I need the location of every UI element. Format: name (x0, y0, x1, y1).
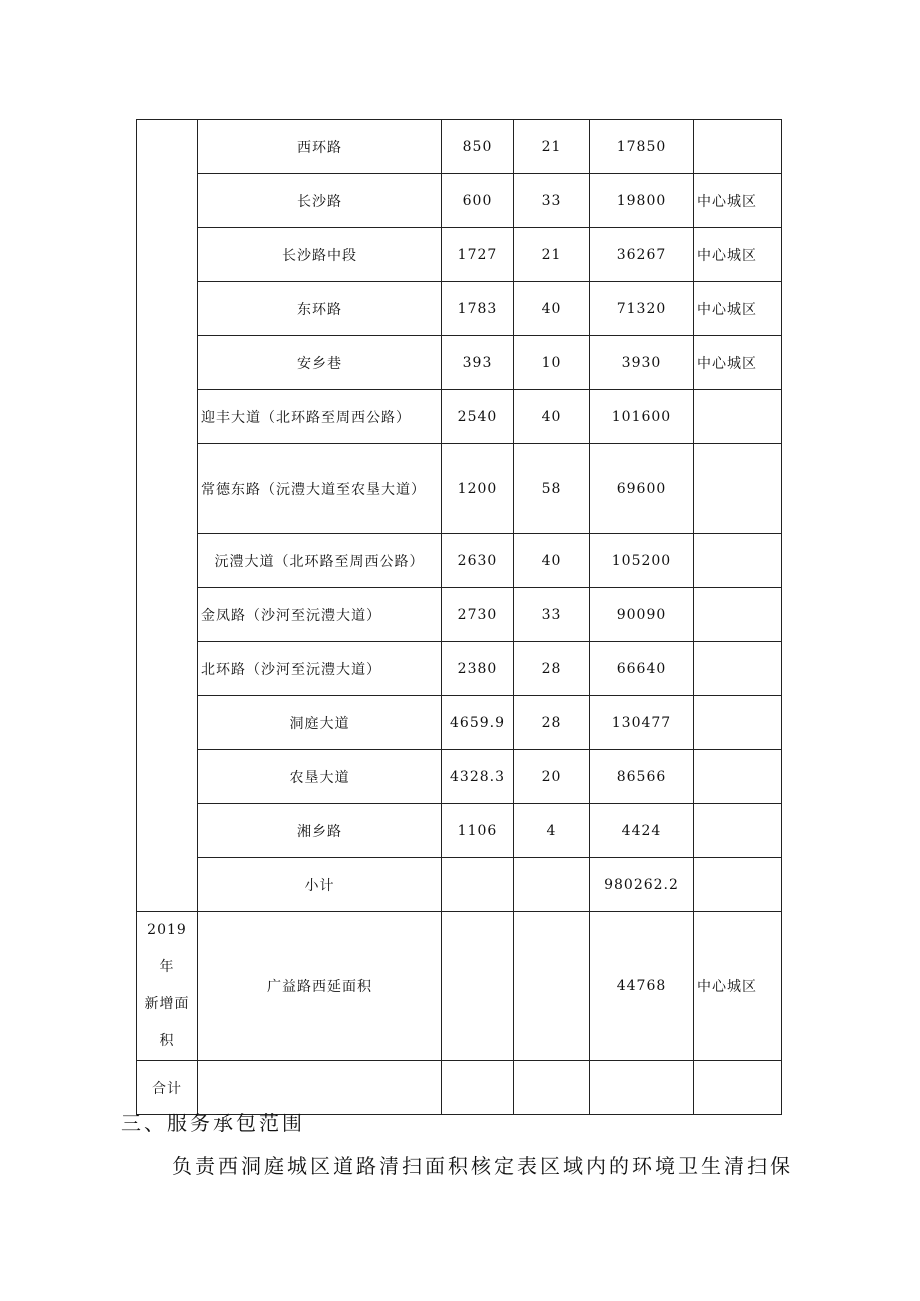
road-name: 广益路西延面积 (198, 912, 442, 1061)
road-width: 21 (514, 120, 590, 174)
road-width: 28 (514, 642, 590, 696)
road-length: 2380 (442, 642, 514, 696)
subtotal-length (442, 858, 514, 912)
road-length: 4328.3 (442, 750, 514, 804)
road-remark (694, 120, 782, 174)
road-remark (694, 750, 782, 804)
road-remark: 中心城区 (694, 912, 782, 1061)
table-row (137, 642, 782, 696)
table-row (137, 696, 782, 750)
road-width: 21 (514, 228, 590, 282)
table-row (137, 390, 782, 444)
road-name: 北环路（沙河至沅澧大道） (198, 642, 442, 696)
road-area: 36267 (590, 228, 694, 282)
road-name: 常德东路（沅澧大道至农垦大道） (198, 444, 442, 534)
road-area: 69600 (590, 444, 694, 534)
road-area: 3930 (590, 336, 694, 390)
road-remark (694, 444, 782, 534)
subtotal-width (514, 858, 590, 912)
road-width: 20 (514, 750, 590, 804)
total-label: 合计 (137, 1061, 198, 1115)
road-area: 71320 (590, 282, 694, 336)
road-length: 4659.9 (442, 696, 514, 750)
road-remark: 中心城区 (694, 282, 782, 336)
road-width: 40 (514, 282, 590, 336)
road-area-table (136, 119, 782, 1115)
road-name: 湘乡路 (198, 804, 442, 858)
subtotal-row (137, 858, 782, 912)
subtotal-area: 980262.2 (590, 858, 694, 912)
road-name: 金凤路（沙河至沅澧大道） (198, 588, 442, 642)
road-name: 沅澧大道（北环路至周西公路） (198, 534, 442, 588)
group-label-line: 积 (159, 1033, 175, 1049)
road-name: 长沙路中段 (198, 228, 442, 282)
new-area-row (137, 912, 782, 1061)
road-length: 393 (442, 336, 514, 390)
road-width: 33 (514, 588, 590, 642)
subtotal-label: 小计 (198, 858, 442, 912)
table-row (137, 282, 782, 336)
road-name: 迎丰大道（北环路至周西公路） (198, 390, 442, 444)
road-width: 10 (514, 336, 590, 390)
table-row (137, 804, 782, 858)
total-length (442, 1061, 514, 1115)
road-area: 4424 (590, 804, 694, 858)
road-remark (694, 390, 782, 444)
table-row (137, 120, 782, 174)
road-area: 86566 (590, 750, 694, 804)
road-area: 44768 (590, 912, 694, 1061)
road-length: 1783 (442, 282, 514, 336)
road-length: 2730 (442, 588, 514, 642)
road-remark: 中心城区 (694, 336, 782, 390)
road-name: 长沙路 (198, 174, 442, 228)
road-width: 40 (514, 390, 590, 444)
table-row (137, 174, 782, 228)
road-length: 850 (442, 120, 514, 174)
road-area: 130477 (590, 696, 694, 750)
road-remark (694, 696, 782, 750)
table-row (137, 750, 782, 804)
road-remark: 中心城区 (694, 228, 782, 282)
road-length: 1200 (442, 444, 514, 534)
group-label-2019-new-area (137, 912, 198, 1061)
road-remark (694, 534, 782, 588)
road-length: 600 (442, 174, 514, 228)
road-length: 1106 (442, 804, 514, 858)
road-length (442, 912, 514, 1061)
road-width: 28 (514, 696, 590, 750)
table-row (137, 228, 782, 282)
road-remark (694, 804, 782, 858)
table-row (137, 336, 782, 390)
road-area: 101600 (590, 390, 694, 444)
road-remark: 中心城区 (694, 174, 782, 228)
road-name: 农垦大道 (198, 750, 442, 804)
road-remark (694, 588, 782, 642)
table-row (137, 534, 782, 588)
road-length: 1727 (442, 228, 514, 282)
road-width: 40 (514, 534, 590, 588)
road-length: 2540 (442, 390, 514, 444)
road-width: 58 (514, 444, 590, 534)
total-width (514, 1061, 590, 1115)
body-paragraph: 负责西洞庭城区道路清扫面积核定表区域内的环境卫生清扫保 (172, 1154, 793, 1178)
road-name: 洞庭大道 (198, 696, 442, 750)
total-remark (694, 1061, 782, 1115)
road-area: 19800 (590, 174, 694, 228)
subtotal-remark (694, 858, 782, 912)
road-remark (694, 642, 782, 696)
road-area: 66640 (590, 642, 694, 696)
group-label-line: 2019 年 (147, 922, 187, 975)
total-area (590, 1061, 694, 1115)
road-area: 17850 (590, 120, 694, 174)
road-width: 33 (514, 174, 590, 228)
section-heading: 三、服务承包范围 (121, 1111, 305, 1135)
road-area: 105200 (590, 534, 694, 588)
road-name: 东环路 (198, 282, 442, 336)
road-area: 90090 (590, 588, 694, 642)
road-length: 2630 (442, 534, 514, 588)
table-row (137, 588, 782, 642)
road-name: 安乡巷 (198, 336, 442, 390)
road-width: 4 (514, 804, 590, 858)
group-label-line: 新增面 (144, 996, 190, 1012)
road-name: 西环路 (198, 120, 442, 174)
road-width (514, 912, 590, 1061)
table-row (137, 444, 782, 534)
group-cell-continued (137, 120, 198, 912)
